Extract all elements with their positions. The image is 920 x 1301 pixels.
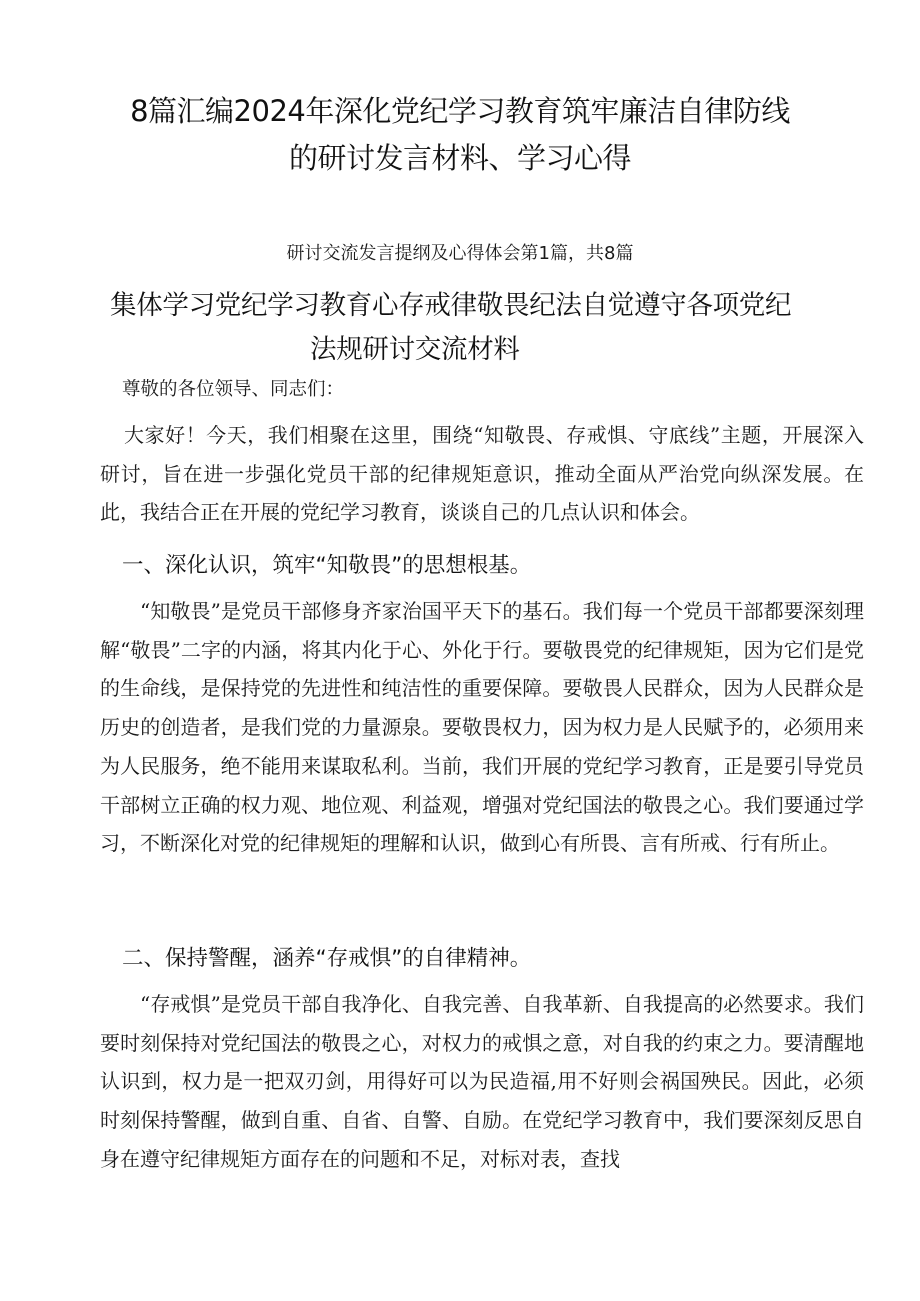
section-title-line2: 法规研讨交流材料 [310,334,520,365]
document-title-line2: 的研讨发言材料、学习心得 [288,141,631,175]
paragraph-intro: 大家好！今天，我们相聚在这里，围绕“知敬畏、存戒惧、守底线”主题，开展深入研讨，旨在进一步强化党员干部的纪律规矩意识，推动全面从严治党向纵深发展。在此，我结合正在开展的党纪学习教育，谈谈自己的几点认识和体会。 [100,423,864,525]
paragraph-point-2: “存戒惧”是党员干部自我净化、自我完善、自我革新、自我提高的必然要求。我们要时刻保持对党纪国法的敬畏之心，对权力的戒惧之意，对自我的约束之力。要清醒地认识到，权力是一把双刃剑，用得好可以为民造福,用不好则会祸国殃民。因此，必须时刻保持警醒，做到自重、自省、自警、自励。在党纪学习教育中，我们要深刻反思自身在遵守纪律规矩方面存在的问题和不足，对标对表，查找 [100,992,864,1171]
greeting: 尊敬的各位领导、同志们： [122,379,345,400]
document-title [60,88,860,182]
paragraph-point-1: “知敬畏”是党员干部修身齐家治国平天下的基石。我们每一个党员干部都要深刻理解“敬畏”二字的内涵，将其内化于心、外化于行。要敬畏党的纪律规矩，因为它们是党的生命线，是保持党的先进性和纯洁性的重要保障。要敬畏人民群众，因为人民群众是历史的创造者，是我们党的力量源泉。要敬畏权力，因为权力是人民赋予的，必须用来为人民服务，绝不能用来谋取私利。当前，我们开展的党纪学习教育，正是要引导党员干部树立正确的权力观、地位观、利益观，增强对党纪国法的敬畏之心。我们要通过学习，不断深化对党的纪律规矩的理解和认识，做到心有所畏、言有所戒、行有所止。 [100,599,864,856]
section-title [110,284,880,372]
section-title-line1: 集体学习党纪学习教育心存戒律敬畏纪法自觉遵守各项党纪 [110,290,792,321]
document-subheading: 研讨交流发言提纲及心得体会第1篇，共8篇 [286,243,634,264]
document-title-line1: 8篇汇编2024年深化党纪学习教育筑牢廉洁自律防线 [130,94,790,128]
heading-point-1: 一、深化认识，筑牢“知敬畏”的思想根基。 [122,553,532,578]
heading-point-2: 二、保持警醒，涵养“存戒惧”的自律精神。 [122,946,532,971]
